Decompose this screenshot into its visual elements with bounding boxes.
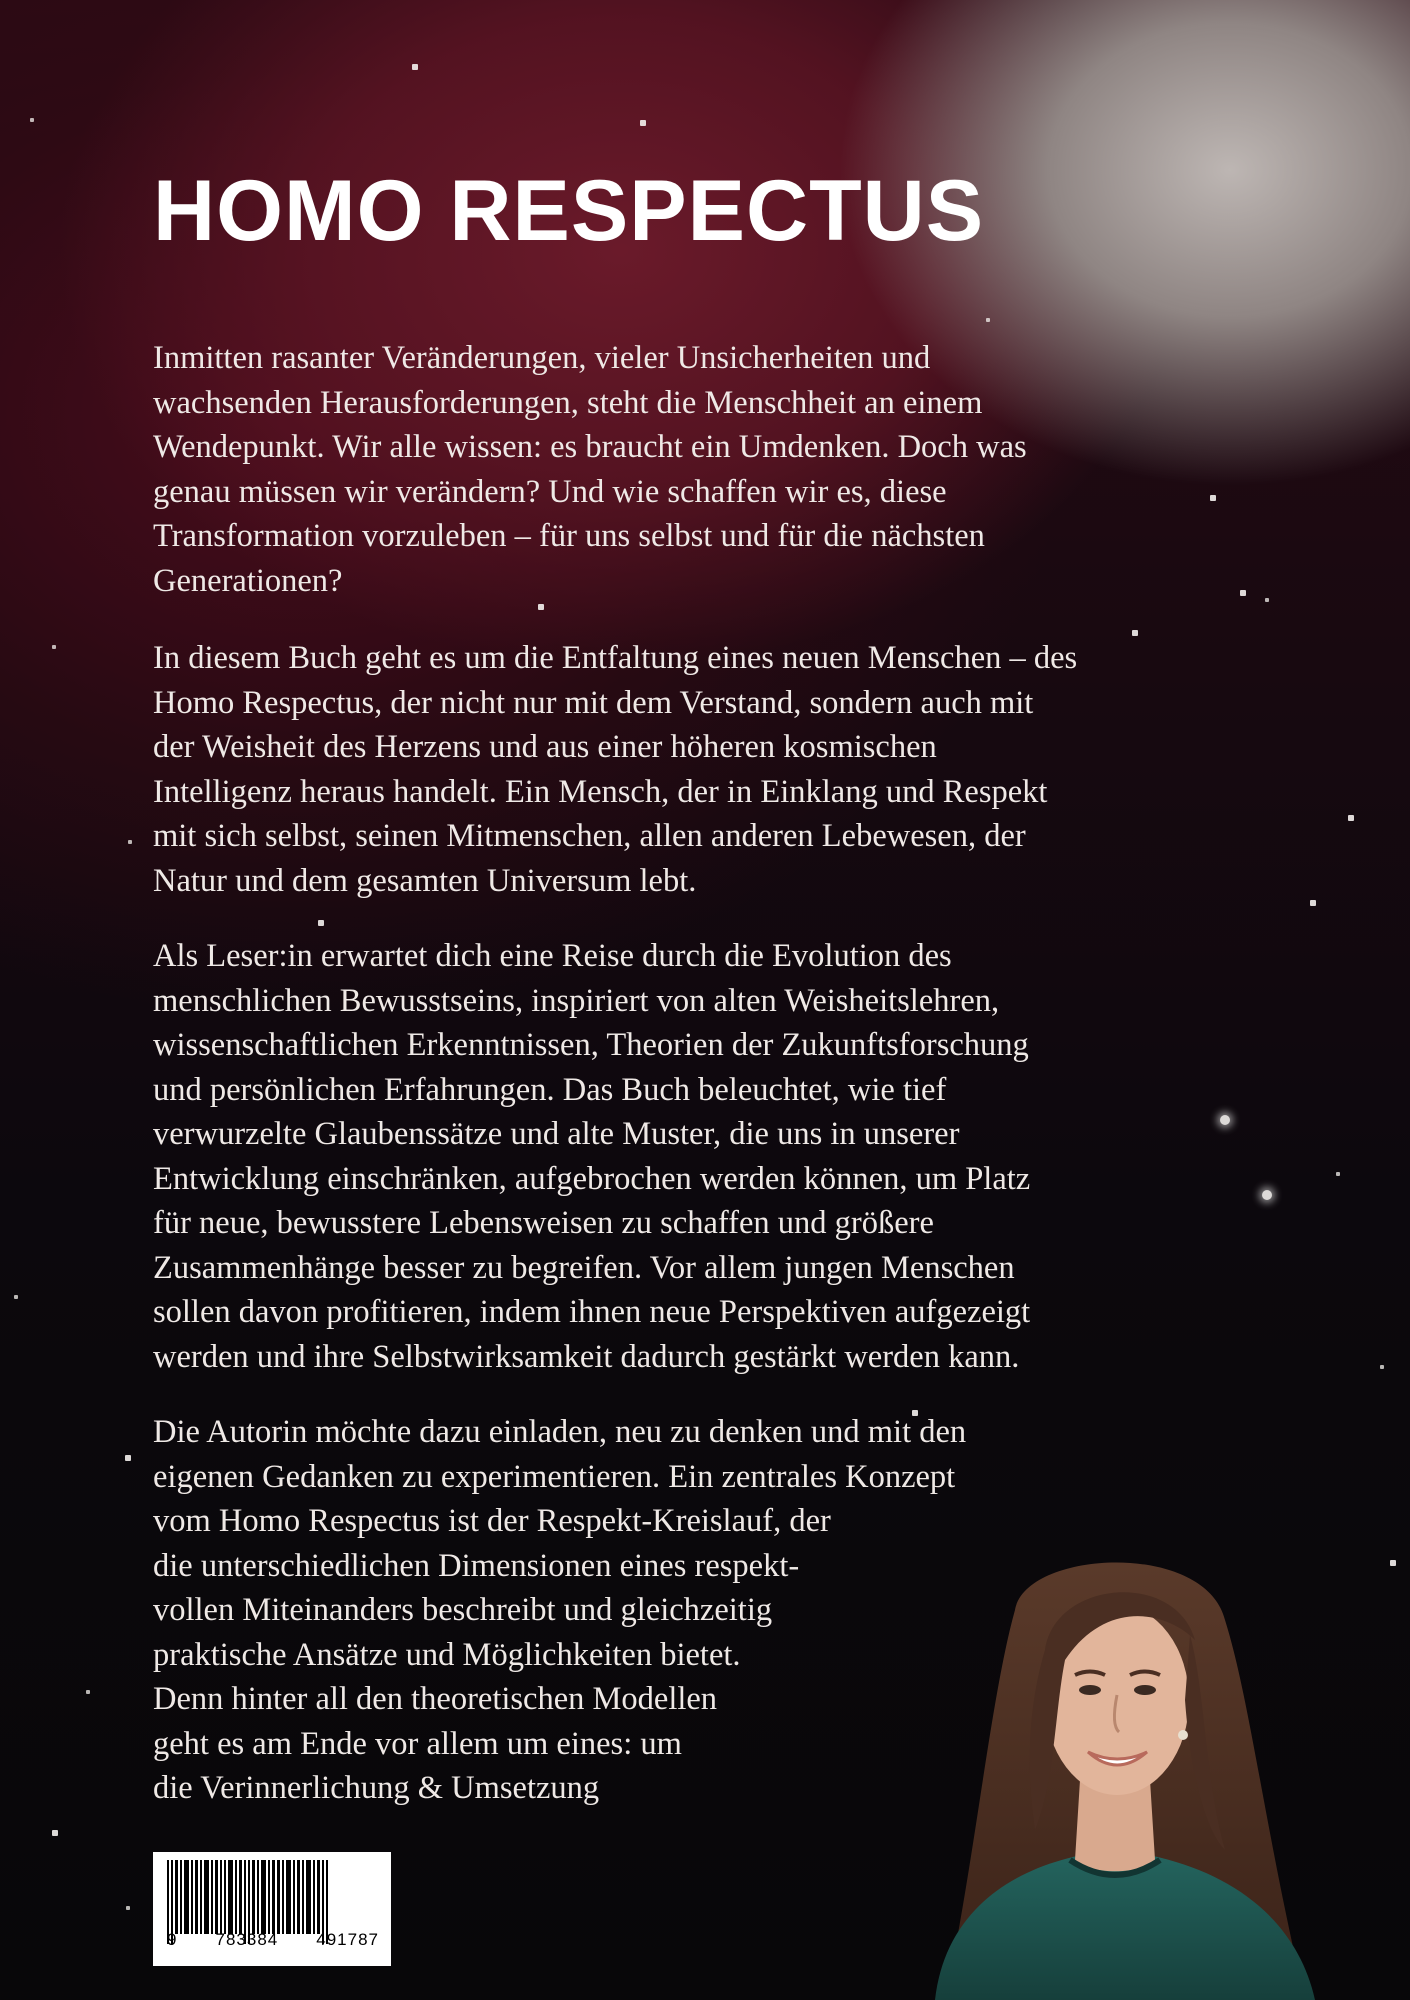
barcode-left-group: 783384	[215, 1930, 279, 1949]
text-line: sollen davon profitieren, indem ihnen neue Perspektiven aufgezeigt	[153, 1294, 1031, 1330]
text-line: wissenschaftlichen Erkenntnissen, Theorien der Zukunftsforschung	[153, 1027, 1029, 1063]
text-line: verwurzelte Glaubenssätze und alte Muster, die uns in unserer	[153, 1116, 960, 1152]
text-line: für neue, bewusstere Lebensweisen zu schaffen und größere	[153, 1205, 934, 1241]
text-line: Natur und dem gesamten Universum lebt.	[153, 862, 697, 899]
book-title: HOMO RESPECTUS	[153, 163, 985, 259]
text-line: Zusammenhänge besser zu begreifen. Vor allem jungen Menschen	[153, 1249, 1015, 1286]
barcode-right-group: 491787	[316, 1930, 379, 1949]
text-line: In diesem Buch geht es um die Entfaltung eines neuen Menschen – des	[153, 640, 1078, 676]
text-line: Inmitten rasanter Veränderungen, vieler Unsicherheiten und	[153, 340, 931, 376]
barcode-lead-digit: 9	[167, 1930, 178, 1949]
text-line: und persönlichen Erfahrungen. Das Buch beleuchtet, wie tief	[153, 1071, 947, 1108]
text-line: Intelligenz heraus handelt. Ein Mensch, der in Einklang und Respekt	[153, 773, 1048, 810]
text-line: Denn hinter all den theoretischen Modellen	[153, 1681, 718, 1717]
text-line: menschlichen Bewusstseins, inspiriert von alten Weisheitslehren,	[153, 982, 1000, 1019]
blurb-paragraph-2	[153, 636, 1077, 903]
text-line: die unterschiedlichen Dimensionen eines respekt-	[153, 1547, 800, 1584]
blurb-paragraph-4	[153, 1410, 966, 1811]
text-line: Transformation vorzuleben – für uns selbst und für die nächsten	[153, 518, 985, 554]
blurb-paragraph-3	[153, 934, 1030, 1379]
text-line: die Verinnerlichung & Umsetzung	[153, 1770, 600, 1806]
text-line: werden und ihre Selbstwirksamkeit dadurch gestärkt werden kann.	[153, 1338, 1020, 1375]
text-line: mit sich selbst, seinen Mitmenschen, allen anderen Lebewesen, der	[153, 818, 1026, 854]
text-line: Generationen?	[153, 562, 343, 599]
text-line: Homo Respectus, der nicht nur mit dem Verstand, sondern auch mit	[153, 684, 1034, 721]
text-line: Entwicklung einschränken, aufgebrochen werden können, um Platz	[153, 1160, 1031, 1197]
text-line: Als Leser:in erwartet dich eine Reise durch die Evolution des	[153, 938, 952, 974]
text-line: Wendepunkt. Wir alle wissen: es braucht ein Umdenken. Doch was	[153, 429, 1027, 465]
blurb-paragraph-1	[153, 336, 1027, 603]
barcode-bars	[167, 1860, 379, 1934]
text-line: vollen Miteinanders beschreibt und gleichzeitig	[153, 1592, 773, 1628]
text-line: Die Autorin möchte dazu einladen, neu zu denken und mit den	[153, 1414, 967, 1450]
text-line: der Weisheit des Herzens und aus einer höheren kosmischen	[153, 729, 937, 765]
barcode-number	[167, 1930, 379, 1950]
text-line: geht es am Ende vor allem um eines: um	[153, 1725, 682, 1762]
author-portrait	[905, 1530, 1325, 2000]
isbn-barcode	[153, 1852, 391, 1966]
text-line: praktische Ansätze und Möglichkeiten bietet.	[153, 1636, 741, 1673]
text-line: wachsenden Herausforderungen, steht die Menschheit an einem	[153, 384, 983, 421]
text-line: eigenen Gedanken zu experimentieren. Ein zentrales Konzept	[153, 1458, 956, 1495]
text-line: genau müssen wir verändern? Und wie schaffen wir es, diese	[153, 473, 947, 510]
text-line: vom Homo Respectus ist der Respekt-Kreislauf, der	[153, 1503, 831, 1539]
